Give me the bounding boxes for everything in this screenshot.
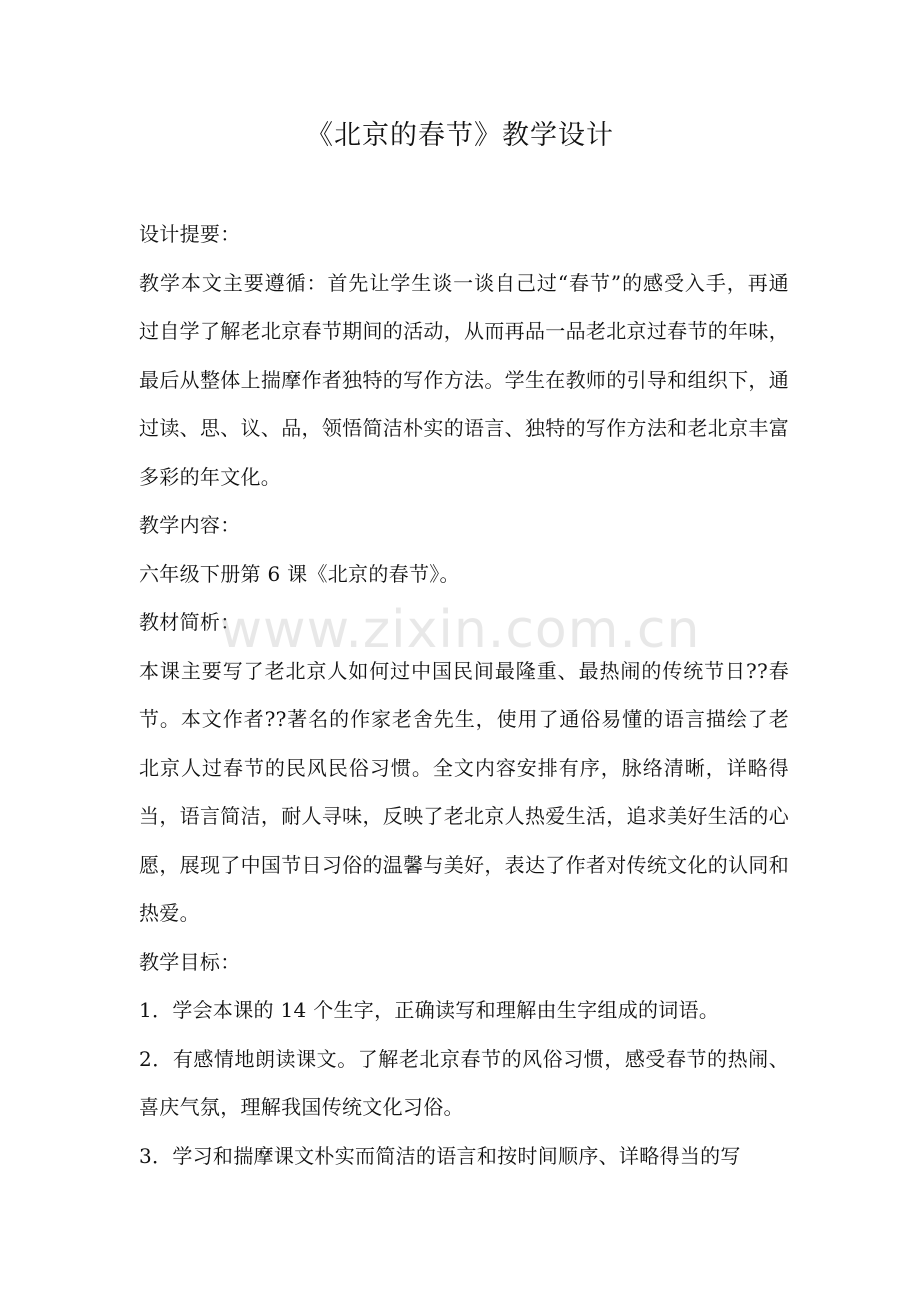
document-body (139, 210, 789, 1180)
paragraph-design-summary: 教学本文主要遵循：首先让学生谈一谈自己过“春节”的感受入手，再通过自学了解老北京春节期间的活动，从而再品一品老北京过春节的年味，最后从整体上揣摩作者独特的写作方法。学生在教师的引导和组织下，通过读、思、议、品，领悟简洁朴实的语言、独特的写作方法和老北京丰富多彩的年文化。 (139, 270, 789, 489)
heading-design-summary: 设计提要： (139, 222, 241, 246)
heading-teaching-content: 教学内容： (139, 513, 241, 537)
watermark: www.zixin.com.cn (219, 600, 701, 660)
paragraph-teaching-content: 六年级下册第 6 课《北京的春节》。 (139, 561, 460, 586)
goal-item-1: 1．学会本课的 14 个生字，正确读写和理解由生字组成的词语。 (139, 998, 720, 1022)
paragraph-textbook-analysis: 本课主要写了老北京人如何过中国民间最隆重、最热闹的传统节日??春节。本文作者??著名的作家老舍先生，使用了通俗易懂的语言描绘了老北京人过春节的民风民俗习惯。全文内容安排有序，脉络清晰，详略得当，语言简洁，耐人寻味，反映了老北京人热爱生活，追求美好生活的心愿，展现了中国节日习俗的温馨与美好，表达了作者对传统文化的认同和热爱。 (139, 658, 789, 925)
heading-teaching-goals: 教学目标： (139, 949, 241, 974)
goal-item-2: 2．有感情地朗读课文。了解老北京春节的风俗习惯，感受春节的热闹、喜庆气氛，理解我国传统文化习俗。 (139, 1046, 789, 1119)
document-title: 《北京的春节》教学设计 (306, 120, 614, 151)
heading-textbook-analysis: 教材简析： (139, 610, 241, 634)
goal-item-3: 3．学习和揣摩课文朴实而简洁的语言和按时间顺序、详略得当的写 (139, 1143, 741, 1168)
